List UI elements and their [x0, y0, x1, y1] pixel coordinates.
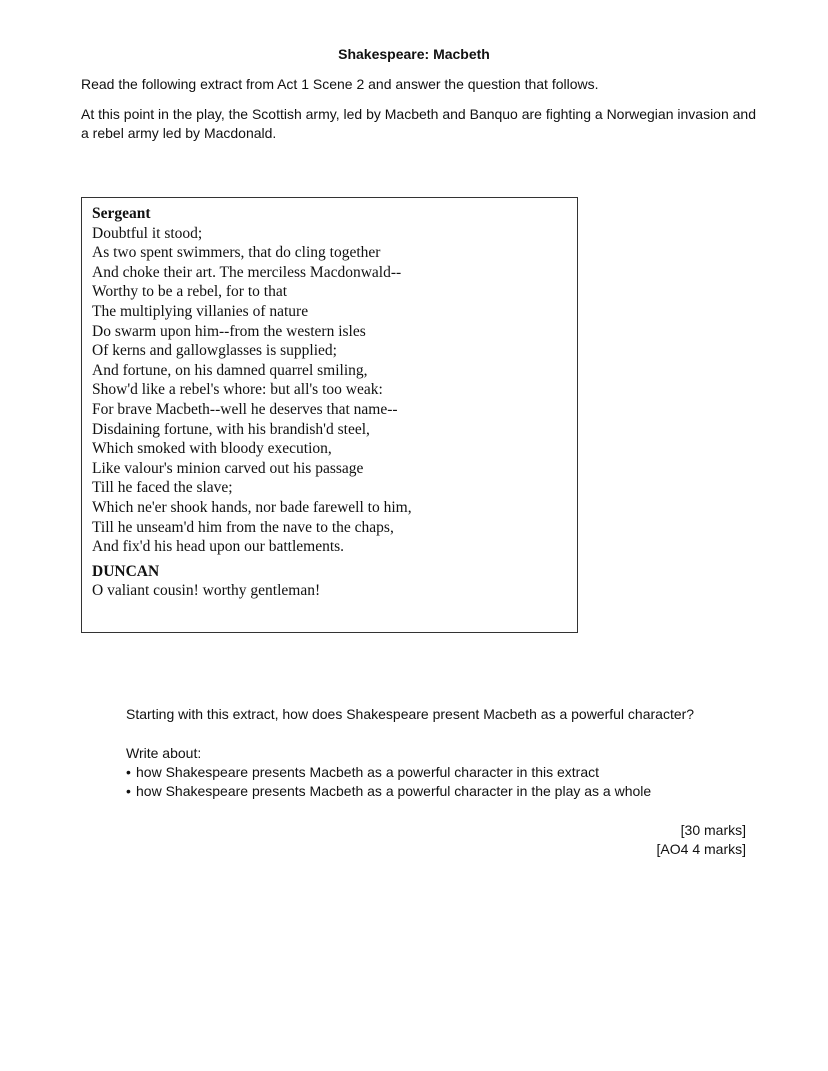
- verse-line: And choke their art. The merciless Macdonwald--: [92, 263, 402, 281]
- page-title: Shakespeare: Macbeth: [338, 46, 490, 62]
- verse-line: Show'd like a rebel's whore: but all's too weak:: [92, 381, 383, 399]
- verse-line: Doubtful it stood;: [92, 224, 203, 242]
- verse-line: As two spent swimmers, that do cling together: [92, 244, 381, 262]
- verse-line: And fortune, on his damned quarrel smiling,: [92, 361, 368, 379]
- verse-line: Like valour's minion carved out his passage: [92, 459, 364, 477]
- verse-line: The multiplying villanies of nature: [92, 302, 309, 320]
- bullet-text: how Shakespeare presents Macbeth as a powerful character in the play as a whole: [136, 783, 652, 799]
- speech-duncan: [92, 581, 567, 601]
- verse-line: Which ne'er shook hands, nor bade farewell to him,: [92, 498, 412, 516]
- question-text: Starting with this extract, how does Shakespeare present Macbeth as a powerful character?: [126, 706, 695, 722]
- ao4-marks: [AO4 4 marks]: [656, 841, 746, 857]
- verse-line: Till he unseam'd him from the nave to the chaps,: [92, 518, 394, 536]
- list-item: [126, 782, 766, 801]
- bullet-icon: •: [126, 764, 131, 780]
- list-item: [126, 763, 766, 782]
- speaker-name-sergeant: Sergeant: [92, 205, 151, 222]
- write-about-label: Write about:: [126, 745, 202, 761]
- bullet-text: how Shakespeare presents Macbeth as a powerful character in this extract: [136, 764, 600, 780]
- total-marks: [30 marks]: [680, 822, 746, 838]
- marks-allocation: [657, 821, 746, 859]
- context-text: At this point in the play, the Scottish army, led by Macbeth and Banquo are fighting a Norwegian invasion and a rebel army led by Macdonald.: [81, 106, 756, 141]
- extract-box: [81, 197, 578, 633]
- verse-line: Do swarm upon him--from the western isles: [92, 322, 366, 340]
- verse-line: Of kerns and gallowglasses is supplied;: [92, 342, 337, 360]
- speech-sergeant: [92, 224, 567, 557]
- verse-line: Disdaining fortune, with his brandish'd steel,: [92, 420, 370, 438]
- speaker-name-duncan: DUNCAN: [92, 562, 160, 580]
- verse-line: Till he faced the slave;: [92, 479, 233, 497]
- verse-line: Worthy to be a rebel, for to that: [92, 283, 288, 301]
- verse-line: O valiant cousin! worthy gentleman!: [92, 582, 321, 600]
- verse-line: For brave Macbeth--well he deserves that name--: [92, 400, 398, 418]
- verse-line: Which smoked with bloody execution,: [92, 440, 332, 458]
- bullet-icon: •: [126, 783, 131, 799]
- bullet-list: [126, 763, 766, 801]
- instruction-text: Read the following extract from Act 1 Scene 2 and answer the question that follows.: [81, 76, 599, 92]
- write-about-section: [126, 744, 766, 801]
- verse-line: And fix'd his head upon our battlements.: [92, 538, 345, 556]
